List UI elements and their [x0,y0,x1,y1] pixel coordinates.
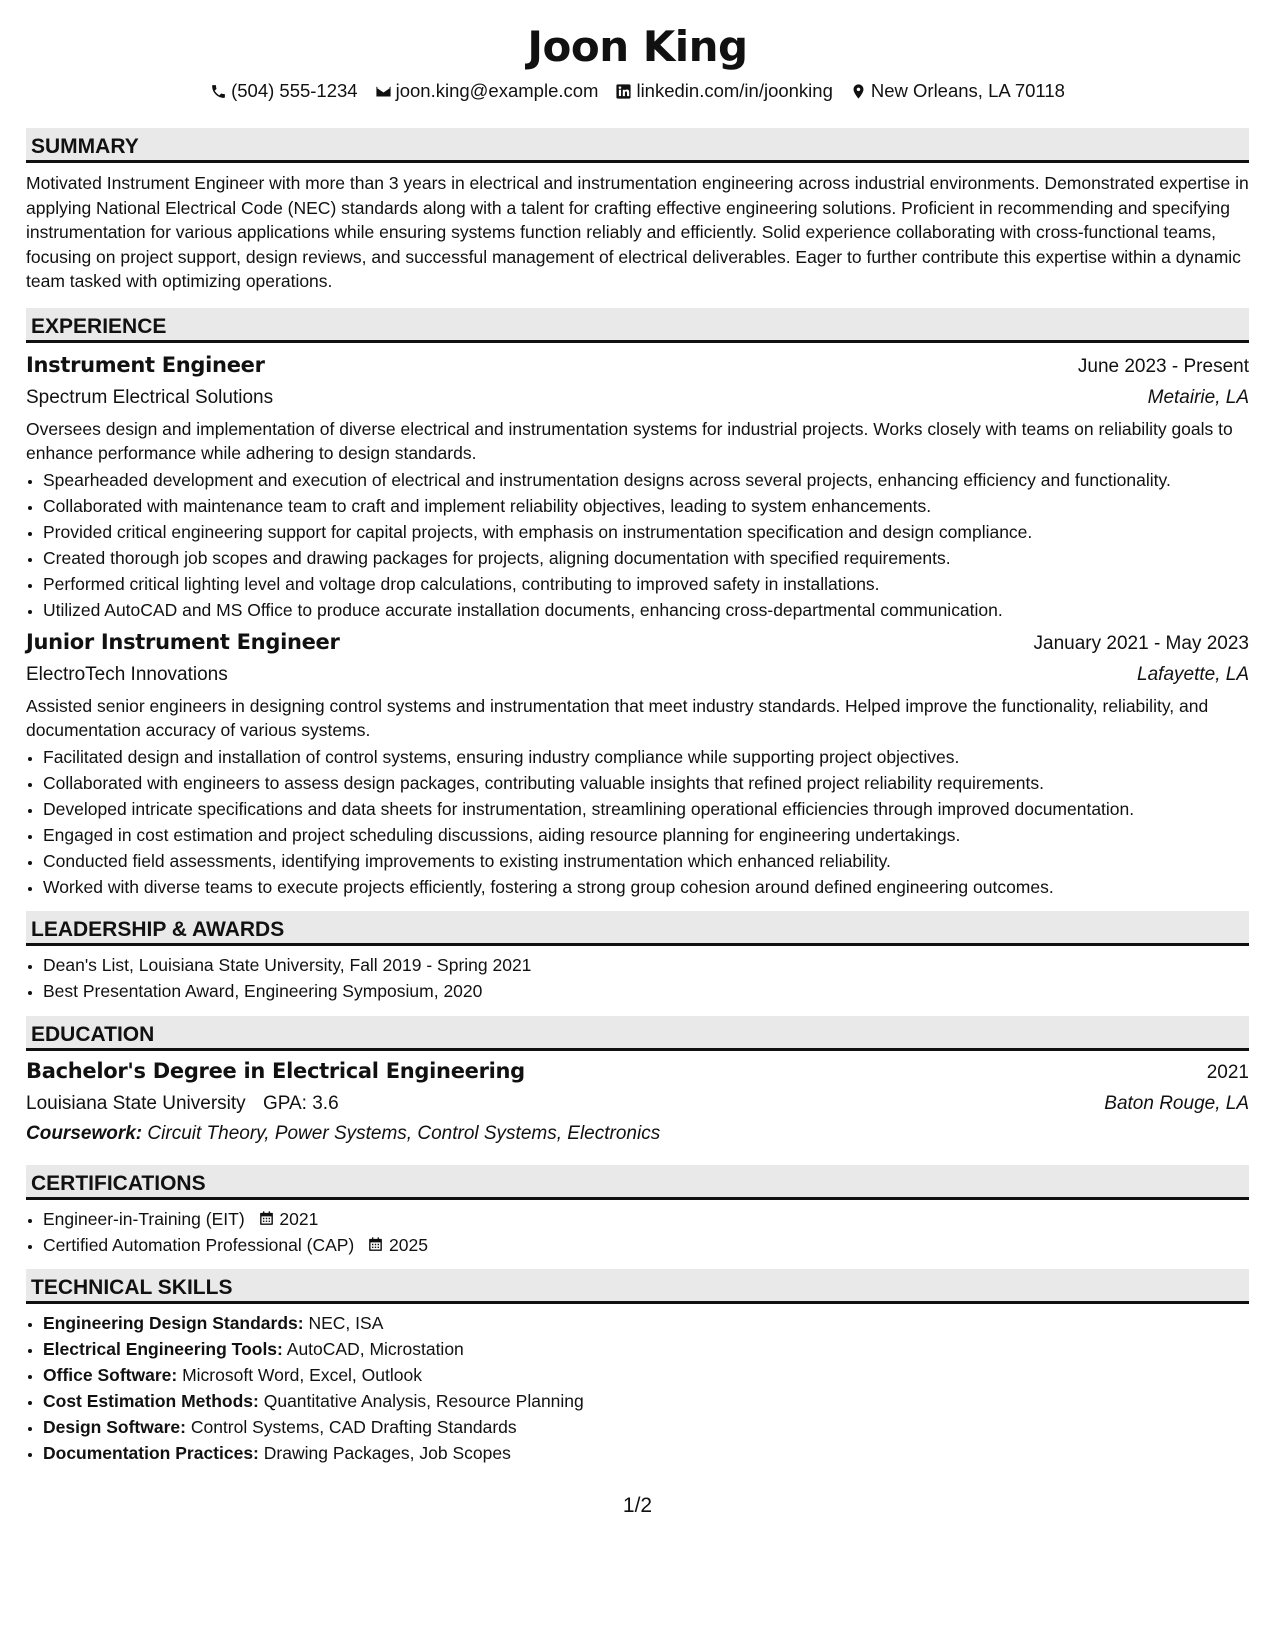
coursework-line [26,1119,1249,1149]
job-company: ElectroTech Innovations [26,663,228,685]
list-item [43,1363,1249,1387]
experience-section [26,308,1249,899]
gpa: GPA: 3.6 [262,1092,339,1114]
list-item [43,1389,1249,1413]
list-item: • Utilized AutoCAD and MS Office to produce accurate installation documents, enhancing cross-departmental communication. [43,598,1249,622]
list-item: • Conducted field assessments, identifying improvements to existing instrumentation which enhanced reliability. [43,849,1249,873]
school-line [26,1089,339,1119]
school-location: Baton Rouge, LA [1104,1092,1249,1114]
linkedin-icon [615,83,632,100]
certifications-list [26,1207,1249,1257]
skill-value: NEC, ISA [308,1312,384,1333]
envelope-icon [375,83,392,100]
degree-title: Bachelor's Degree in Electrical Engineering [26,1058,525,1083]
job-dates: June 2023 - Present [1077,355,1249,377]
list-item: • Provided critical engineering support for capital projects, with emphasis on instrumentation specification and design compliance. [43,520,1249,544]
job-entry [26,349,1249,622]
section-heading-experience: EXPERIENCE [26,308,1249,343]
candidate-name: Joon King [527,22,748,71]
section-heading-skills: TECHNICAL SKILLS [26,1269,1249,1304]
job-location: Lafayette, LA [1137,663,1249,685]
contact-phone-text: (504) 555-1234 [231,80,358,101]
list-item: • Dean's List, Louisiana State University, Fall 2019 - Spring 2021 [43,953,1249,977]
calendar-icon [258,1210,275,1227]
contact-phone[interactable] [210,80,358,102]
list-item [43,1233,1249,1257]
section-heading-summary: SUMMARY [26,128,1249,163]
list-item: • Collaborated with engineers to assess design packages, contributing valuable insights that refined project reliability requirements. [43,771,1249,795]
list-item [43,1441,1249,1465]
skill-label: Design Software: [43,1416,186,1437]
list-item: • Developed intricate specifications and data sheets for instrumentation, streamlining operational efficiencies through improved documentation. [43,797,1249,821]
job-entry [26,626,1249,899]
education-section [26,1016,1249,1149]
list-item: • Spearheaded development and execution of electrical and instrumentation designs across several projects, enhancing efficiency and functionality. [43,468,1249,492]
contact-location [850,80,1065,102]
section-heading-leadership: LEADERSHIP & AWARDS [26,911,1249,946]
section-heading-certifications: CERTIFICATIONS [26,1165,1249,1200]
contact-email-text: joon.king@example.com [395,80,599,101]
skills-list [26,1311,1249,1465]
skill-value: Microsoft Word, Excel, Outlook [182,1364,422,1385]
job-title: Junior Instrument Engineer [26,629,340,654]
skill-label: Electrical Engineering Tools: [43,1338,283,1359]
list-item [43,1415,1249,1439]
school-name: Louisiana State University [26,1092,246,1114]
job-location: Metairie, LA [1147,386,1249,408]
skill-label: Office Software: [43,1364,178,1385]
list-item: • Best Presentation Award, Engineering Symposium, 2020 [43,979,1249,1003]
list-item: • Collaborated with maintenance team to craft and implement reliability objectives, leading to system enhancements. [43,494,1249,518]
cert-date [367,1235,428,1255]
job-description: Assisted senior engineers in designing control systems and instrumentation that meet industry standards. Helped improve the functionality, reliability, and documentation accuracy of various systems. [26,695,1209,740]
list-item: • Facilitated design and installation of control systems, ensuring industry compliance while supporting project objectives. [43,745,1249,769]
list-item [43,1207,1249,1231]
job-bullets [26,745,1249,899]
list-item: • Engaged in cost estimation and project scheduling discussions, aiding resource planning for engineering undertakings. [43,823,1249,847]
job-company: Spectrum Electrical Solutions [26,386,274,408]
cert-year: 2021 [279,1208,319,1229]
leadership-section [26,911,1249,1003]
graduation-year: 2021 [1206,1061,1249,1083]
job-description: Oversees design and implementation of diverse electrical and instrumentation systems for industrial projects. Works closely with teams on reliability goals to enhance performance while adhering to design standards. [26,418,1233,463]
list-item: • Created thorough job scopes and drawing packages for projects, aligning documentation with specified requirements. [43,546,1249,570]
list-item [43,1337,1249,1361]
coursework-list: Circuit Theory, Power Systems, Control Systems, Electronics [147,1122,661,1144]
skills-section [26,1269,1249,1465]
contact-linkedin[interactable] [615,80,832,102]
contact-email[interactable] [375,80,599,102]
leadership-list [26,953,1249,1003]
resume-page [26,18,1249,1467]
job-dates: January 2021 - May 2023 [1033,632,1249,654]
calendar-icon [367,1236,384,1253]
phone-icon [210,83,227,100]
cert-name: Engineer-in-Training (EIT) [43,1208,245,1229]
cert-date [258,1209,319,1229]
job-bullets [26,468,1249,622]
page-number: 1/2 [622,1494,653,1517]
skill-label: Documentation Practices: [43,1442,259,1463]
skill-label: Cost Estimation Methods: [43,1390,259,1411]
summary-text: Motivated Instrument Engineer with more than 3 years in electrical and instrumentation engineering across industrial environments. Demonstrated expertise in applying National Electrical Code (NEC) standards along with a talent for crafting effective engineering solutions. Proficient in recommending and specifying instrumentation for various applications while ensuring systems function reliably and efficiently. Solid experience collaborating with cross-functional teams, focusing on project support, design reviews, and successful management of electrical deliverables. Eager to further contribute this expertise within a dynamic team tasked with optimizing operations. [26,173,1249,291]
section-heading-education: EDUCATION [26,1016,1249,1051]
list-item [43,1311,1249,1335]
cert-year: 2025 [389,1234,428,1255]
coursework-label: Coursework: [26,1122,143,1144]
map-pin-icon [850,83,867,100]
skill-label: Engineering Design Standards: [43,1312,304,1333]
contact-linkedin-text: linkedin.com/in/joonking [636,80,833,101]
list-item: • Worked with diverse teams to execute projects efficiently, fostering a strong group cohesion around defined engineering outcomes. [43,875,1249,899]
certifications-section [26,1165,1249,1257]
cert-name: Certified Automation Professional (CAP) [43,1234,355,1255]
skill-value: Drawing Packages, Job Scopes [263,1442,511,1463]
contact-location-text: New Orleans, LA 70118 [870,80,1065,101]
contact-bar [26,78,1249,104]
list-item: • Performed critical lighting level and voltage drop calculations, contributing to improved safety in installations. [43,572,1249,596]
summary-section [26,128,1249,294]
skill-value: Control Systems, CAD Drafting Standards [190,1416,517,1437]
job-title: Instrument Engineer [26,352,265,377]
skill-value: AutoCAD, Microstation [286,1338,464,1359]
skill-value: Quantitative Analysis, Resource Planning [263,1390,584,1411]
